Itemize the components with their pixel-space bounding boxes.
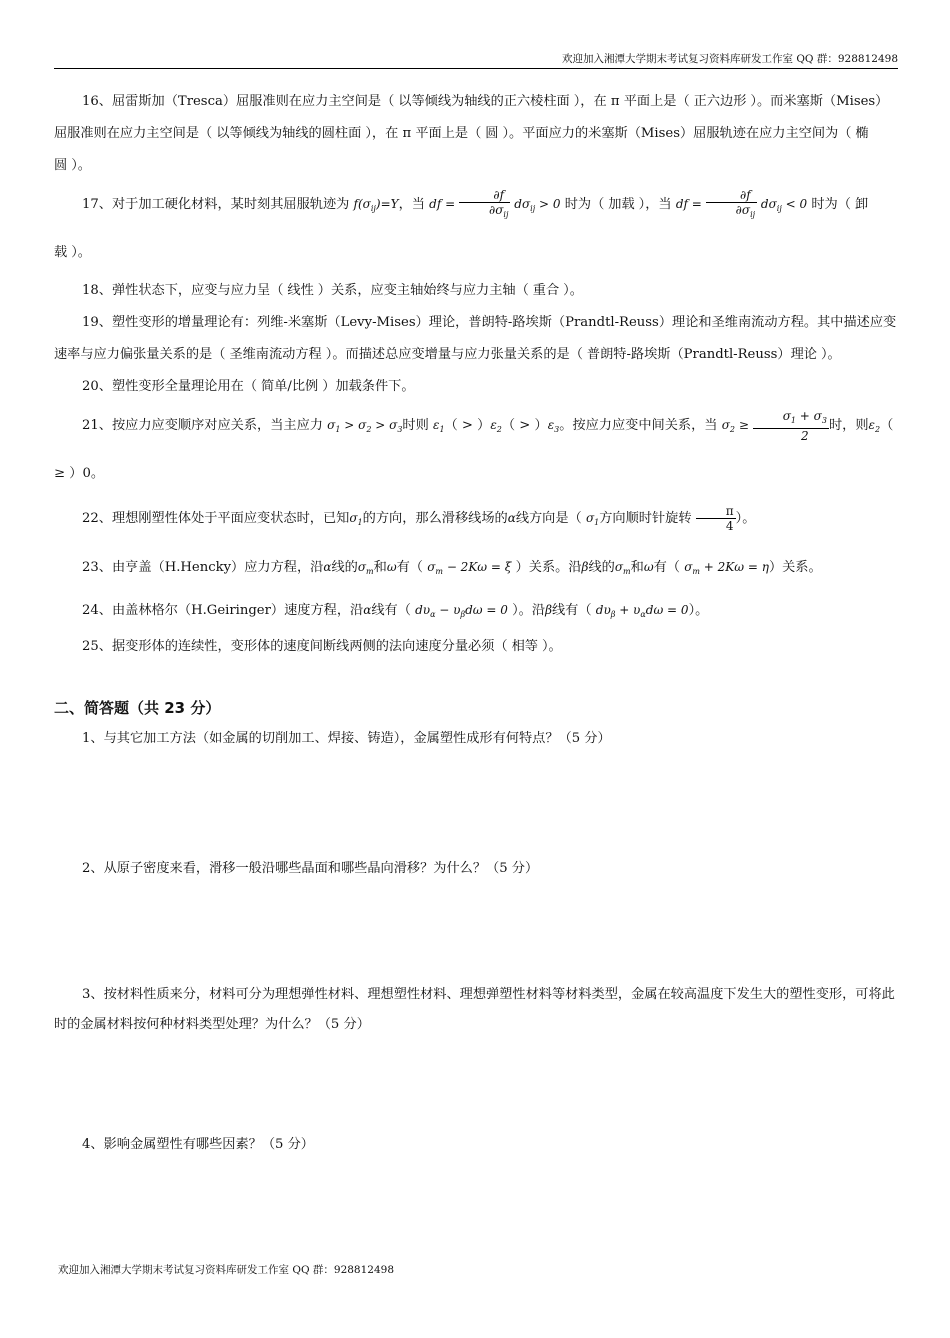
q21-text-e: 0。 xyxy=(82,466,105,481)
short-question-3: 3、按材料性质来分，材料可分为理想弹性材料、理想塑性材料、理想弹塑性材料等材料类型，金属在较高温度下发生大的塑性变形，可将此时的金属材料按何种材料类型处理？为什么？（5 分） xyxy=(54,987,895,1032)
q21-text-b: 时则 xyxy=(402,418,429,433)
q16-answer-2: 正六边形 xyxy=(693,94,747,109)
pi-over-4-formula: $\frac{\pi}{4}$ xyxy=(696,504,736,533)
q22-text-b: 的方向，那么滑移线场的 xyxy=(362,511,508,526)
sigma-1-symbol: $\sigma_1$ xyxy=(349,511,363,527)
q23-text-f: 线的 xyxy=(588,560,615,575)
omega-symbol-b: ω xyxy=(643,560,654,574)
epsilon-2-symbol-b: $\varepsilon_2$ xyxy=(868,418,881,434)
short-question-1: 1、与其它加工方法（如金属的切削加工、焊接、铸造），金属塑性成形有何特点？（5 分） xyxy=(82,731,611,746)
alpha-symbol-c: α xyxy=(363,603,372,617)
q24-text-b: 线有（ xyxy=(371,603,411,618)
q19-answer-2: 普朗特-路埃斯（Prandtl-Reuss）理论 xyxy=(586,347,817,362)
q22-text-d: ）。 xyxy=(735,511,756,526)
sigma-1-symbol-b: $\sigma_1$ xyxy=(585,511,600,527)
q21-answer-2: （ > ） xyxy=(501,418,548,433)
q16-text-f: ）。 xyxy=(71,158,91,173)
answer-space-2 xyxy=(54,884,900,980)
q18-text-c: ）。 xyxy=(563,283,583,298)
hencky-beta-formula: $\sigma_m + 2K\omega = \eta$ xyxy=(684,560,769,576)
q16-text-a: 16、屈雷斯加（Tresca）屈服准则在应力主空间是（ xyxy=(82,94,395,109)
q21-answer-3: （ ≥ ） xyxy=(54,418,894,481)
q18-answer-1: 线性 xyxy=(287,283,314,298)
q23-text-e: ）关系。沿 xyxy=(515,560,582,575)
q19-text-b: ）。而描述总应变增量与应力张量关系的是（ xyxy=(325,347,583,362)
q16-text-b: ），在 π 平面上是（ xyxy=(573,94,690,109)
q21-text-a: 21、按应力应变顺序对应关系，当主应力 xyxy=(82,418,323,433)
q25-answer-1: 相等 xyxy=(511,639,538,654)
q18-answer-2: 重合 xyxy=(532,283,560,298)
q25-text-b: ）。 xyxy=(541,639,562,654)
page-content xyxy=(54,86,900,1160)
q17-answer-1: 加载 xyxy=(608,197,635,212)
short-question-2: 2、从原子密度来看，滑移一般沿哪些晶面和哪些晶向滑移？为什么？（5 分） xyxy=(82,861,539,876)
geiringer-alpha-formula: $d\upsilon_\alpha - \upsilon_\beta d\omega = 0$ xyxy=(415,603,508,619)
question-21 xyxy=(54,403,900,496)
yield-function-formula: $f(\sigma_{ij})=Y$ xyxy=(353,197,399,213)
omega-symbol: ω xyxy=(386,560,397,574)
page-footer: 欢迎加入湘潭大学期末考试复习资料库研发工作室 QQ 群：928812498 xyxy=(58,1264,395,1276)
q16-answer-1: 以等倾线为轴线的正六棱柱面 xyxy=(398,94,570,109)
q17-text-e: 时为（ xyxy=(811,197,851,212)
q22-text-a: 22、理想刚塑性体处于平面应变状态时，已知 xyxy=(82,511,350,526)
beta-symbol: β xyxy=(581,560,589,574)
question-20 xyxy=(54,371,900,403)
q16-answer-5: 椭圆 xyxy=(54,126,869,173)
epsilon-2-symbol: $\varepsilon_2$ xyxy=(490,418,502,434)
q17-text-a: 17、对于加工硬化材料，某时刻其屈服轨迹为 xyxy=(82,197,350,212)
q16-text-c: ）。而米塞斯（Mises）屈服准则在应力主空间是（ xyxy=(54,94,889,141)
q16-answer-3: 以等倾线为轴线的圆柱面 xyxy=(216,126,362,141)
short-question-4: 4、影响金属塑性有哪些因素？（5 分） xyxy=(82,1137,314,1152)
q17-answer-2: 卸载 xyxy=(54,197,869,260)
q23-text-d: 有（ xyxy=(396,560,423,575)
q17-text-c: 时为（ xyxy=(564,197,605,212)
question-24 xyxy=(54,594,900,631)
q21-answer-1: （ > ） xyxy=(444,418,491,433)
q22-answer-1: 方向顺时针旋转 xyxy=(599,511,692,526)
beta-symbol-b: β xyxy=(545,603,552,617)
intermediate-stress-formula: $\sigma_2$ ≥ $\frac{\sigma_1 + \sigma_3}{2}$ xyxy=(721,408,827,443)
q17-text-d: ），当 xyxy=(638,197,672,212)
principal-stress-order-formula: $\sigma_1 > \sigma_2 > \sigma_3$ xyxy=(327,418,403,434)
question-25 xyxy=(54,631,900,663)
hencky-alpha-formula: $\sigma_m - 2K\omega = \xi$ xyxy=(427,560,512,576)
answer-space-1 xyxy=(54,754,900,854)
q18-text-a: 18、弹性状态下，应变与应力呈（ xyxy=(82,283,284,298)
q16-text-d: ），在 π 平面上是（ xyxy=(365,126,482,141)
question-19 xyxy=(54,307,900,371)
sigma-m-symbol: $\sigma_m$ xyxy=(357,560,374,576)
q21-text-c: 。按应力应变中间关系，当 xyxy=(559,418,718,433)
epsilon-1-symbol: $\varepsilon_1$ xyxy=(432,418,445,434)
alpha-symbol: α xyxy=(507,511,516,525)
q22-text-c: 线方向是（ xyxy=(515,511,582,526)
q21-text-d: 时，则 xyxy=(828,418,869,433)
q23-text-c: 和 xyxy=(373,560,387,575)
q16-answer-4: 圆 xyxy=(485,126,499,141)
q18-text-b: ）关系，应变主轴始终与应力主轴（ xyxy=(317,283,529,298)
q23-text-a: 23、由亨盖（H.Hencky）应力方程，沿 xyxy=(82,560,324,575)
header-text: 欢迎加入湘潭大学期末考试复习资料库研发工作室 QQ 群：928812498 xyxy=(561,53,898,65)
section-2-title: 二、简答题（共 23 分） xyxy=(54,699,221,717)
epsilon-3-symbol: $\varepsilon_3$ xyxy=(547,418,560,434)
question-16 xyxy=(54,86,900,182)
q23-text-i: ）关系。 xyxy=(768,560,822,575)
q25-text-a: 25、据变形体的连续性，变形体的速度间断线两侧的法向速度分量必须（ xyxy=(82,639,508,654)
geiringer-beta-formula: $d\upsilon_\beta + \upsilon_\alpha d\omega = 0$ xyxy=(595,603,689,619)
unloading-condition-formula: df = $\frac{\partial f}{\partial\sigma_{ij}}$ $d\sigma_{ij} < 0$ xyxy=(675,187,808,219)
question-22 xyxy=(54,496,900,545)
question-17 xyxy=(54,182,900,275)
question-23 xyxy=(54,545,900,594)
q19-answer-1: 圣维南流动方程 xyxy=(229,347,322,362)
question-18 xyxy=(54,275,900,307)
sigma-m-symbol-b: $\sigma_m$ xyxy=(614,560,631,576)
q16-text-e: ）。平面应力的米塞斯（Mises）屈服轨迹在应力主空间为（ xyxy=(502,126,852,141)
q20-text-b: ）加载条件下。 xyxy=(322,379,415,394)
q24-text-a: 24、由盖林格尔（H.Geiringer）速度方程，沿 xyxy=(82,603,364,618)
q23-text-b: 线的 xyxy=(331,560,358,575)
q23-text-h: 有（ xyxy=(653,560,680,575)
answer-space-3 xyxy=(54,1040,900,1130)
q24-text-e: ）。 xyxy=(688,603,709,618)
q24-text-d: 线有（ xyxy=(552,603,592,618)
alpha-symbol-b: α xyxy=(323,560,332,574)
q24-text-c: ）。沿 xyxy=(512,603,546,618)
q23-text-g: 和 xyxy=(630,560,644,575)
q20-text-a: 20、塑性变形全量理论用在（ xyxy=(82,379,258,394)
q19-text-c: ）。 xyxy=(820,347,841,362)
q17-text-b: ，当 xyxy=(398,197,425,212)
q19-text-a: 19、塑性变形的增量理论有：列维-米塞斯（Levy-Mises）理论，普朗特-路埃斯（Prandtl-Reuss）理论和圣维南流动方程。其中描述应变速率与应力偏张量关系的是（ xyxy=(54,315,897,362)
loading-condition-formula: df = $\frac{\partial f}{\partial\sigma_{ij}}$ $d\sigma_{ij} > 0$ xyxy=(429,187,561,219)
q20-answer-1: 简单/比例 xyxy=(261,379,319,394)
page-header xyxy=(54,52,898,69)
q17-text-f: ）。 xyxy=(71,245,91,260)
